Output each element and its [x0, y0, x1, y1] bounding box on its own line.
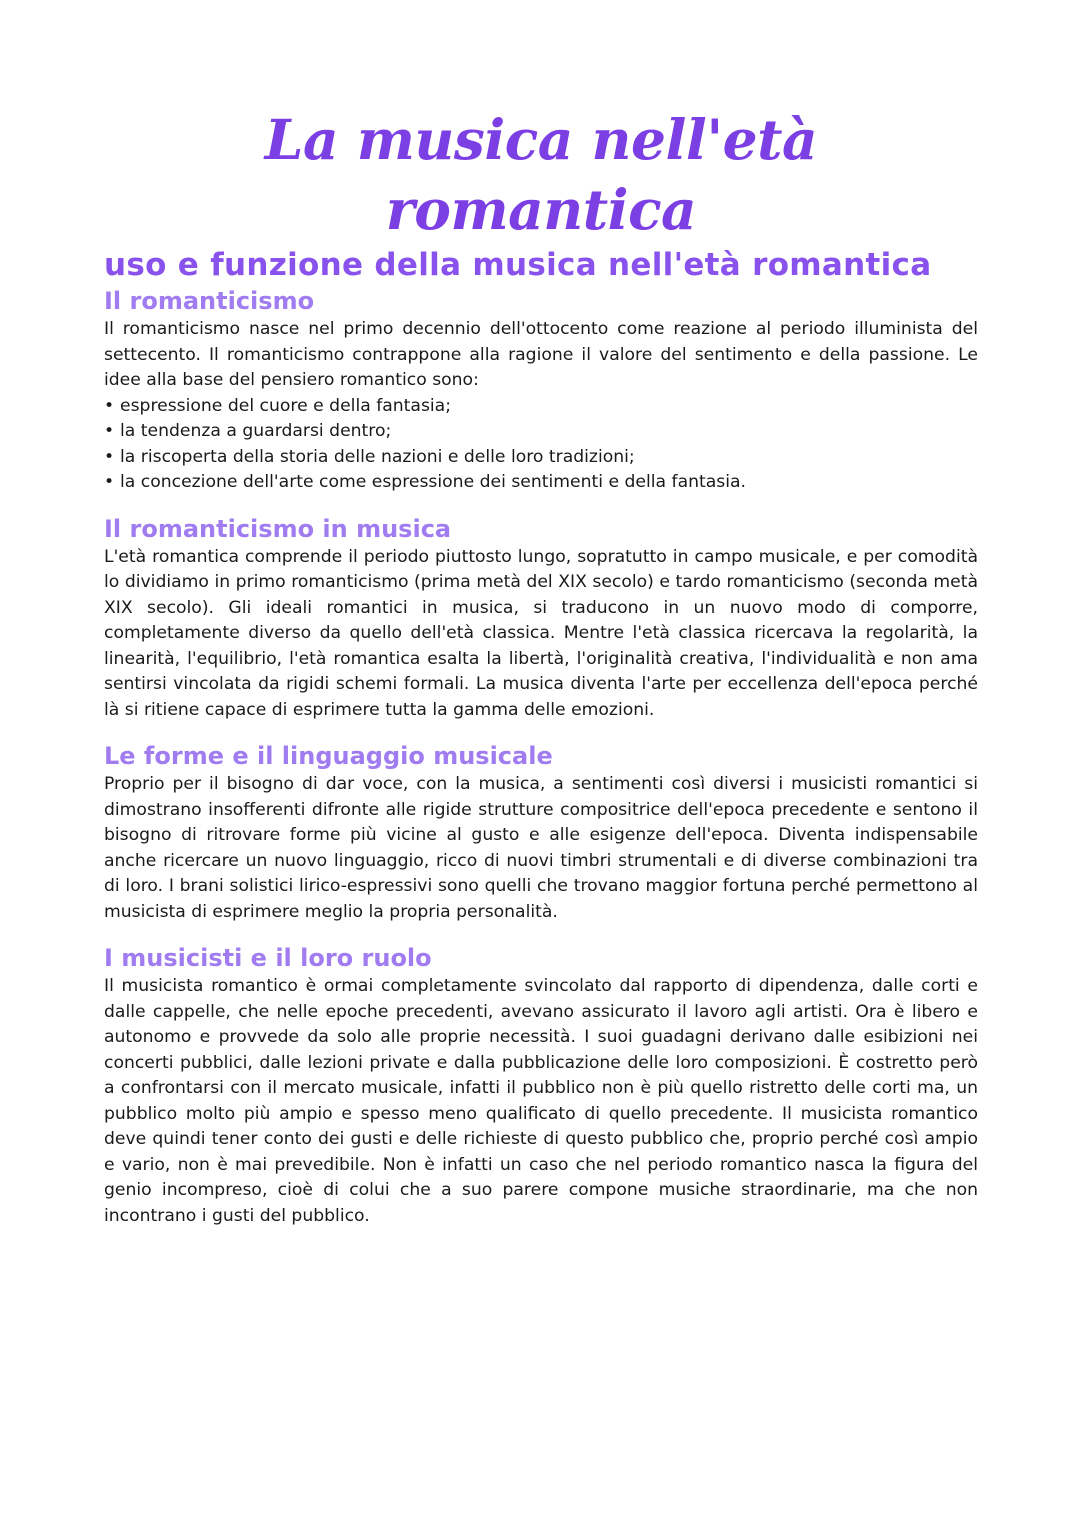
- section-romanticismo-in-musica: [104, 513, 978, 724]
- bullet-list: [104, 394, 978, 496]
- bullet-item: • la riscoperta della storia delle nazioni e delle loro tradizioni;: [104, 445, 978, 471]
- bullet-item: • espressione del cuore e della fantasia;: [104, 394, 978, 420]
- section-romanticismo: [104, 285, 978, 496]
- bullet-item: • la concezione dell'arte come espressione dei sentimenti e della fantasia.: [104, 470, 978, 496]
- document-page: [104, 105, 978, 1229]
- section-paragraph: Il musicista romantico è ormai completamente svincolato dal rapporto di dipendenza, dalle corti e dalle cappelle, che nelle epoche precedenti, avevano assicurato il lavoro agli artisti. Ora è libero e autonomo e provvede da solo alle proprie necessità. I suoi guadagni derivano dalle esibizioni nei concerti pubblici, dalle lezioni private e dalla pubblicazione delle loro composizioni. È costretto però a confrontarsi con il mercato musicale, infatti il pubblico non è più quello ristretto delle corti ma, un pubblico molto più ampio e spesso meno qualificato di quello precedente. Il musicista romantico deve quindi tener conto dei gusti e delle richieste di questo pubblico che, proprio perché così ampio e vario, non è mai prevedibile. Non è infatti un caso che nel periodo romantico nasca la figura del genio incompreso, cioè di colui che a suo parere compone musiche straordinarie, ma che non incontrano i gusti del pubblico.: [104, 976, 978, 1226]
- page-title: La musica nell'età romantica: [264, 107, 818, 242]
- page-subtitle: uso e funzione della musica nell'età romantica: [104, 247, 932, 283]
- section-heading: Le forme e il linguaggio musicale: [104, 742, 553, 770]
- section-heading: I musicisti e il loro ruolo: [104, 944, 432, 972]
- section-heading: Il romanticismo: [104, 287, 315, 315]
- section-forme-linguaggio: [104, 740, 978, 925]
- section-paragraph: Il romanticismo nasce nel primo decennio dell'ottocento come reazione al periodo illuminista del settecento. Il romanticismo contrappone alla ragione il valore del sentimento e della passione. Le idee alla base del pensiero romantico sono:: [104, 319, 978, 390]
- section-musicisti-ruolo: [104, 942, 978, 1229]
- section-heading: Il romanticismo in musica: [104, 514, 452, 543]
- bullet-item: • la tendenza a guardarsi dentro;: [104, 419, 978, 445]
- section-paragraph: L'età romantica comprende il periodo piuttosto lungo, sopratutto in campo musicale, e per comodità lo dividiamo in primo romanticismo (prima metà del XIX secolo) e tardo romanticismo (seconda metà XIX secolo). Gli ideali romantici in musica, si traducono in un nuovo modo di comporre, completamente diverso da quello dell'età classica. Mentre l'età classica ricercava la regolarità, la linearità, l'equilibrio, l'età romantica esalta la libertà, l'originalità creativa, l'individualità e non ama sentirsi vincolata da rigidi schemi formali. La musica diventa l'arte per eccellenza dell'epoca perché là si ritiene capace di esprimere tutta la gamma delle emozioni.: [104, 546, 978, 720]
- section-paragraph: Proprio per il bisogno di dar voce, con la musica, a sentimenti così diversi i musicisti romantici si dimostrano insofferenti difronte alle rigide strutture compositrice dell'epoca precedente e sentono il bisogno di ritrovare forme più vicine al gusto e alle esigenze dell'epoca. Diventa indispensabile anche ricercare un nuovo linguaggio, ricco di nuovi timbri strumentali e di diverse combinazioni tra di loro. I brani solistici lirico-espressivi sono quelli che trovano maggior fortuna perché permettono al musicista di esprimere meglio la propria personalità.: [104, 774, 978, 922]
